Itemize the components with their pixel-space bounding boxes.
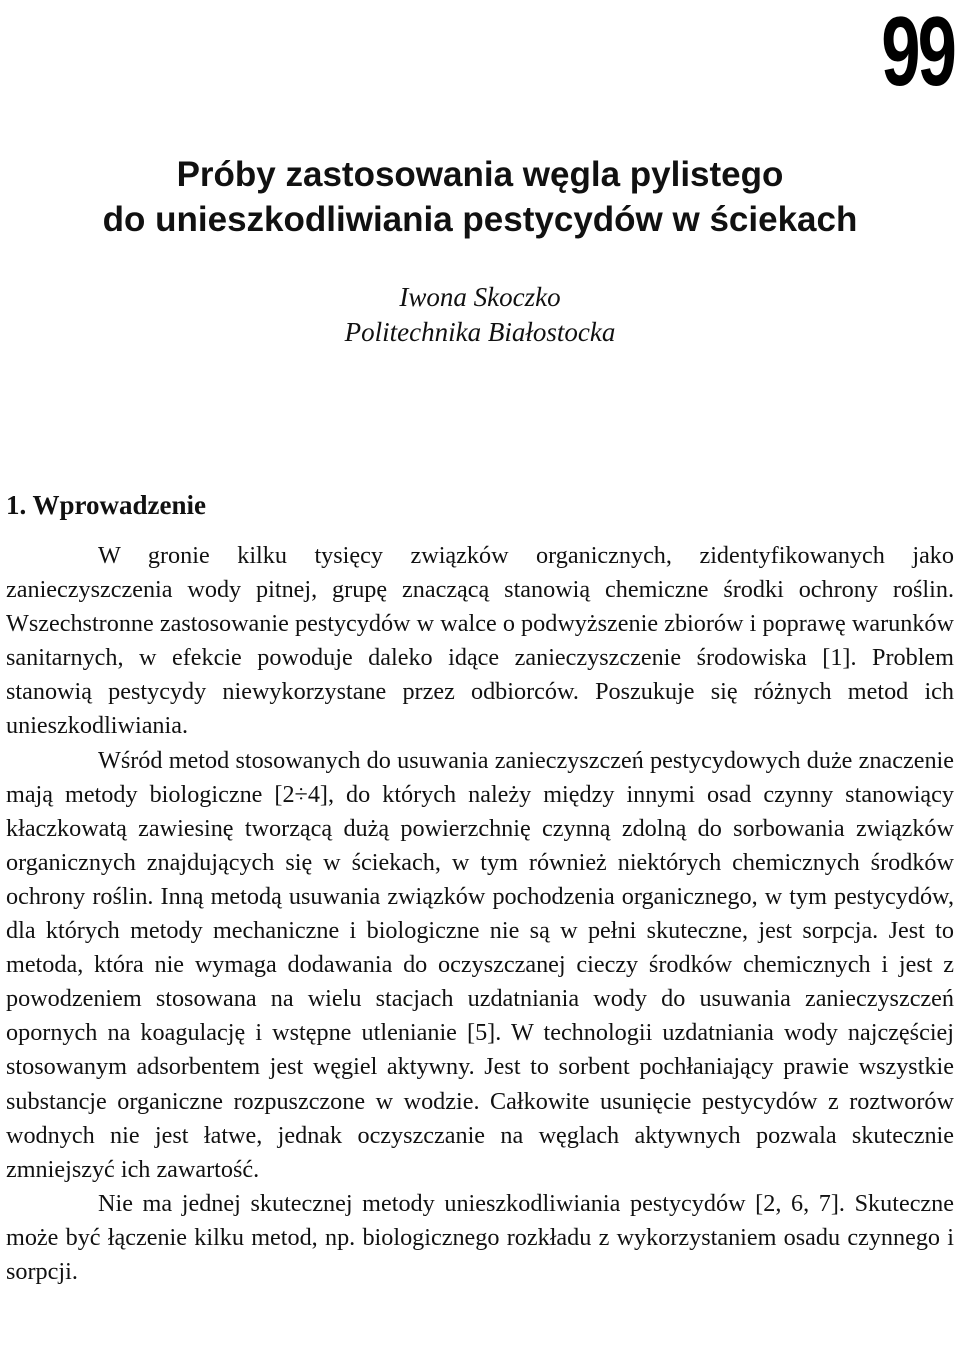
paper-title [0, 152, 960, 242]
section-body [6, 539, 954, 1289]
paragraph-2: Wśród metod stosowanych do usuwania zanieczyszczeń pestycydowych duże znaczenie mają metody biologiczne [2÷4], do których należy między innymi osad czynny stanowiący kłaczkowatą zawiesinę tworzącą dużą powierzchnię czynną zdolną do sorbowania związków organicznych znajdujących się w ściekach, w tym również niektórych chemicznych środków ochrony roślin. Inną metodą usuwania związków pochodzenia organicznego, w tym pestycydów, dla których metody mechaniczne i biologiczne nie są w pełni skuteczne, jest sorpcja. Jest to metoda, która nie wymaga dodawania do oczyszczanej cieczy środków chemicznych i jest z powodzeniem stosowana na wielu stacjach uzdatniania wody do usuwania zanieczyszczeń opornych na koagulację i wstępne utlenianie [5]. W technologii uzdatniania wody najczęściej stosowanym adsorbentem jest węgiel aktywny. Jest to sorbent pochłaniający prawie wszystkie substancje organiczne rozpuszczone w wodzie. Całkowite usunięcie pestycydów z roztworów wodnych nie jest łatwe, jednak oczyszczanie na węglach aktywnych pozwala skutecznie zmniejszyć ich zawartość. [6, 746, 954, 1183]
paper-title-line-1: Próby zastosowania węgla pylistego [176, 155, 784, 194]
author-name: Iwona Skoczko [399, 282, 561, 312]
paragraph-1: W gronie kilku tysięcy związków organicznych, zidentyfikowanych jako zanieczyszczenia wody pitnej, grupę znaczącą stanowią chemiczne środki ochrony roślin. Wszechstronne zastosowanie pestycydów w walce o podwyższenie zbiorów i poprawę warunków sanitarnych, w efekcie powoduje daleko idące zanieczyszczenie środowiska [1]. Problem stanowią pestycydy niewykorzystane przez odbiorców. Poszukuje się różnych metod ich unieszkodliwiania. [6, 542, 954, 740]
page-number: 99 [881, 0, 954, 106]
paragraph-3: Nie ma jednej skutecznej metody unieszkodliwiania pestycydów [2, 6, 7]. Skuteczne może być łączenie kilku metod, np. biologicznego rozkładu z wykorzystaniem osadu czynnego i sorpcji. [6, 1189, 954, 1285]
section-heading: 1. Wprowadzenie [6, 490, 207, 520]
paper-title-line-2: do unieszkodliwiania pestycydów w ściekach [102, 200, 858, 239]
author-affiliation: Politechnika Białostocka [344, 317, 616, 347]
author-block [0, 280, 960, 350]
